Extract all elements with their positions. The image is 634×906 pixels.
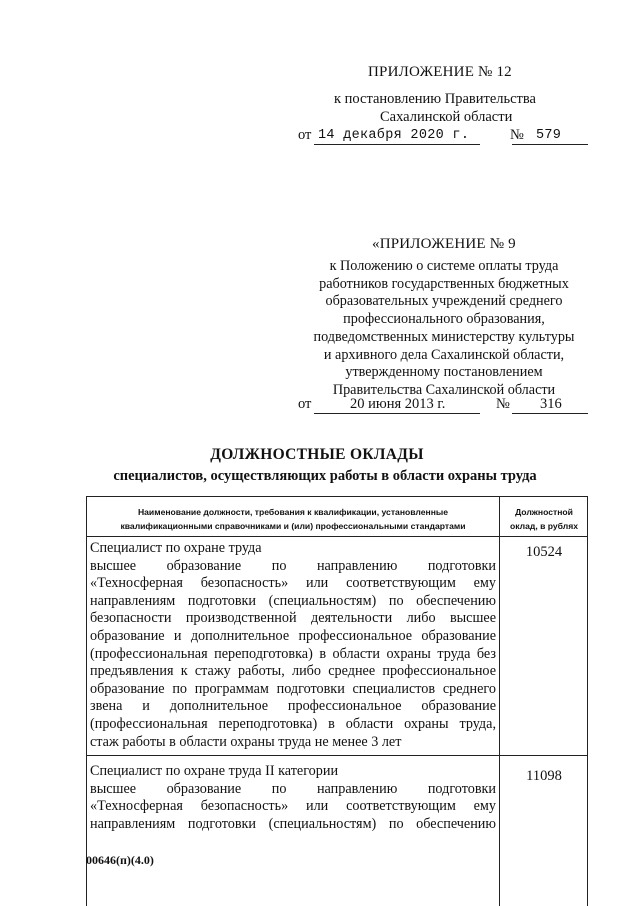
row-line: звена и дополнительное профессиональное образование	[90, 698, 496, 715]
appendix-9-description	[300, 258, 588, 400]
header-divider	[87, 536, 587, 537]
header-line: квалификационными справочниками и (или) профессиональными стандартами	[120, 521, 466, 531]
appendix-9-title: «ПРИЛОЖЕНИЕ № 9	[372, 236, 516, 252]
row-line: предъявления к стажу работы, либо среднее профессиональное	[90, 663, 496, 680]
column-divider	[499, 497, 500, 906]
row-line: Специалист по охране труда	[90, 540, 262, 556]
row-line: образование и дополнительное профессиональное образование	[90, 627, 496, 644]
appendix-9-line: к Положению о системе оплаты труда	[329, 258, 559, 274]
table-row-2-salary: 11098	[526, 768, 562, 784]
header-salary	[501, 505, 587, 533]
decree-number: 579	[536, 128, 562, 143]
salary-table	[86, 496, 588, 906]
appendix-9-line: и архивного дела Сахалинской области,	[323, 346, 565, 363]
row-line: образование по программам подготовки специалистов среднего	[90, 680, 496, 697]
row-line: высшее образование по направлению подготовки	[90, 557, 496, 574]
header-line: Наименование должности, требования к квалификации, установленные	[137, 507, 449, 517]
row-divider	[87, 755, 587, 756]
appendix-12-title: ПРИЛОЖЕНИЕ № 12	[368, 64, 512, 80]
number-underline	[512, 144, 588, 145]
document-subtitle: специалистов, осуществляющих работы в области охраны труда	[113, 468, 537, 484]
appendix-9-line: образовательных учреждений среднего	[325, 293, 563, 310]
number-label: №	[496, 396, 510, 412]
row-line: высшее образование по направлению подготовки	[90, 780, 496, 797]
from-label: от	[298, 396, 312, 412]
appendix-12-line-2: Сахалинской области	[380, 109, 513, 125]
row-line: направлениям подготовки (специальностям) по обеспечению	[90, 592, 496, 609]
table-row-1-requirements	[90, 540, 496, 751]
row-line: стаж работы в области охраны труда не менее 3 лет	[90, 733, 402, 750]
appendix-12-line-1: к постановлению Правительства	[334, 91, 536, 107]
row-line: направлениям подготовки (специальностям) по обеспечению	[90, 815, 496, 832]
header-line: оклад, в рублях	[509, 521, 579, 531]
appendix-9-line: работников государственных бюджетных	[319, 275, 569, 292]
appendix-9-line: Правительства Сахалинской области	[332, 381, 556, 398]
header-line: Должностной	[515, 507, 573, 517]
decree-number: 316	[540, 396, 562, 412]
document-title: ДОЛЖНОСТНЫЕ ОКЛАДЫ	[210, 446, 424, 463]
decree-date: 20 июня 2013 г.	[350, 396, 446, 412]
row-line: «Техносферная безопасность» или соответствующим ему	[90, 575, 496, 592]
row-line: (профессиональная переподготовка) в области охраны труда,	[90, 715, 496, 732]
row-line: Специалист по охране труда II категории	[90, 763, 339, 779]
date-underline	[314, 413, 480, 414]
row-line: безопасности производственной деятельности либо высшее	[90, 610, 496, 627]
from-label: от	[298, 127, 312, 143]
number-underline	[512, 413, 588, 414]
appendix-9-line: профессионального образования,	[343, 311, 545, 328]
table-row-2-requirements	[90, 763, 496, 833]
row-line: «Техносферная безопасность» или соответствующим ему	[90, 798, 496, 815]
appendix-9-line: подведомственных министерству культуры	[313, 328, 575, 345]
decree-date: 14 декабря 2020 г.	[318, 128, 470, 143]
form-code: 00646(п)(4.0)	[86, 853, 154, 867]
table-row-1-salary: 10524	[525, 544, 563, 560]
row-line: (профессиональная переподготовка) в области охраны труда без	[90, 645, 496, 662]
appendix-9-line: утвержденному постановлением	[345, 364, 543, 381]
header-position-requirements	[91, 505, 495, 533]
number-label: №	[510, 127, 524, 143]
appendix-9-date-row	[298, 396, 590, 418]
appendix-12-date-row	[298, 127, 590, 149]
date-underline	[314, 144, 480, 145]
